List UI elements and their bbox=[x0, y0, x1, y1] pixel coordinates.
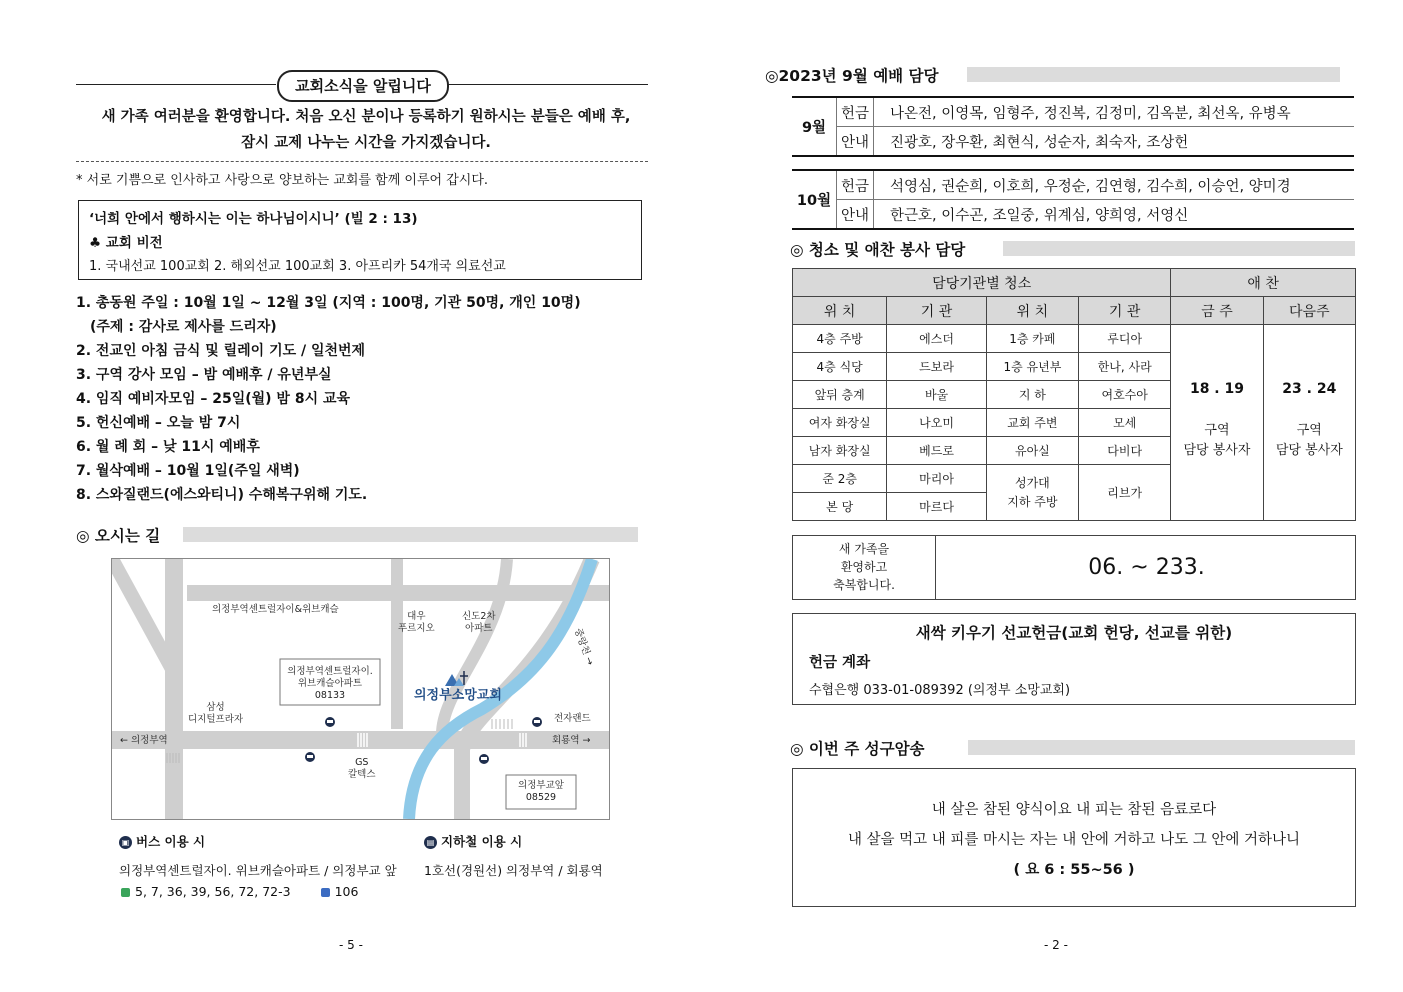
cell: 드보라 bbox=[887, 353, 986, 381]
vision-verse: ‘너희 안에서 행하시는 이는 하나님이시니’ (빌 2 : 13) bbox=[89, 211, 418, 227]
mission-title: 새싹 키우기 선교헌금(교회 헌당, 선교를 위한) bbox=[915, 624, 1233, 642]
mission-offering-box bbox=[792, 613, 1356, 705]
map-label-gs-caltex: GS 칼텍스 bbox=[348, 757, 376, 780]
meal-this-week-number: 18 . 19 bbox=[1189, 381, 1244, 397]
col-header: 금 주 bbox=[1171, 297, 1263, 325]
verse-reference: ( 요 6 : 55~56 ) bbox=[1013, 862, 1135, 878]
page-number-left: - 5 - bbox=[339, 938, 363, 952]
col-header: 위 치 bbox=[986, 297, 1078, 325]
announcement-item: 7. 월삭예배 – 10월 1일(주일 새벽) bbox=[76, 463, 300, 479]
map-label-stream: 중랑천 → bbox=[571, 626, 596, 667]
directions-title-bar bbox=[183, 527, 638, 542]
account-label: 헌금 계좌 bbox=[809, 655, 871, 671]
cell: 앞뒤 층계 bbox=[793, 381, 887, 409]
verse-line-1: 내 살은 참된 양식이요 내 피는 참된 음료로다 bbox=[931, 802, 1217, 818]
cell: 마르다 bbox=[887, 493, 986, 521]
meal-next-week bbox=[1263, 325, 1355, 521]
cell: 1층 카페 bbox=[986, 325, 1078, 353]
cell-merged-location: 성가대 지하 주방 bbox=[986, 465, 1078, 521]
map-label-uijeongbu-station: ← 의정부역 bbox=[120, 735, 168, 746]
meal-next-week-number: 23 . 24 bbox=[1282, 381, 1337, 397]
cell: 모세 bbox=[1079, 409, 1171, 437]
guide-label: 안내 bbox=[837, 127, 874, 157]
cell: 바울 bbox=[887, 381, 986, 409]
cleaning-title-bar bbox=[1003, 241, 1355, 256]
map-label-electroland: 전자랜드 bbox=[554, 713, 591, 724]
map-label-daewoo: 대우 푸르지오 bbox=[398, 611, 435, 634]
header-cleaning: 담당기관별 청소 bbox=[793, 269, 1171, 297]
meal-this-week bbox=[1171, 325, 1263, 521]
page-number-right: - 2 - bbox=[1044, 938, 1068, 952]
subway-icon: ▤ bbox=[424, 836, 437, 849]
offering-names: 석영심, 권순희, 이호희, 우정순, 김연형, 김수희, 이승언, 양미경 bbox=[874, 170, 1355, 200]
table-row bbox=[793, 325, 1356, 353]
verse-title-bar bbox=[968, 740, 1355, 755]
meal-next-week-text: 구역 담당 봉사자 bbox=[1275, 423, 1343, 458]
verse-box bbox=[792, 768, 1356, 907]
worship-title: ◎2023년 9월 예배 담당 bbox=[765, 67, 939, 85]
cell: 4층 식당 bbox=[793, 353, 887, 381]
verse-title: ◎ 이번 주 성구암송 bbox=[790, 740, 925, 758]
vision-box bbox=[78, 200, 642, 280]
header-meal: 애 찬 bbox=[1171, 269, 1356, 297]
meal-this-week-text: 구역 담당 봉사자 bbox=[1183, 423, 1251, 458]
welcome-line-2: 잠시 교제 나누는 시간을 가지겠습니다. bbox=[241, 135, 491, 151]
announcement-item: 4. 임직 예비자모임 – 25일(월) 밤 8시 교육 bbox=[76, 391, 351, 407]
cell: 1층 유년부 bbox=[986, 353, 1078, 381]
map-label-sindo: 신도2차 아파트 bbox=[462, 611, 496, 634]
col-header: 다음주 bbox=[1263, 297, 1355, 325]
map-label-bus-stop-1: 의정부역센트럴자이. 위브캐슬아파트 08133 bbox=[287, 666, 373, 701]
welcome-line-1: 새 가족 여러분을 환영합니다. 처음 오신 분이나 등록하기 원하시는 분들은 예배 후, bbox=[101, 109, 631, 125]
cell: 나오미 bbox=[887, 409, 986, 437]
bus-icon: ▣ bbox=[119, 836, 132, 849]
new-family-label: 새 가족을 환영하고 축복합니다. bbox=[793, 536, 936, 599]
vision-title: ♣ 교회 비전 bbox=[89, 235, 163, 251]
blue-bus-icon bbox=[321, 888, 330, 897]
cell: 다비다 bbox=[1079, 437, 1171, 465]
offering-names: 나온전, 이영목, 임형주, 정진복, 김정미, 김옥분, 최선옥, 유병옥 bbox=[874, 97, 1355, 127]
cell-merged-organization: 리브가 bbox=[1079, 465, 1171, 521]
worship-table-september bbox=[792, 96, 1354, 157]
news-title-rule-left bbox=[76, 84, 276, 85]
announcement-item: 3. 구역 강사 모임 – 밤 예배후 / 유년부실 bbox=[76, 367, 332, 383]
cell: 루디아 bbox=[1079, 325, 1171, 353]
guide-names: 진광호, 장우환, 최현식, 성순자, 최숙자, 조상헌 bbox=[874, 127, 1355, 157]
new-family-value: 06. ~ 233. bbox=[1088, 555, 1205, 580]
offering-label: 헌금 bbox=[837, 170, 874, 200]
subway-title: ▤ 지하철 이용 시 bbox=[424, 832, 522, 850]
cell: 여자 화장실 bbox=[793, 409, 887, 437]
cell: 한나, 사라 bbox=[1079, 353, 1171, 381]
guide-names: 한근호, 이수곤, 조일중, 위계심, 양희영, 서영신 bbox=[874, 200, 1355, 230]
cleaning-title: ◎ 청소 및 애찬 봉사 담당 bbox=[790, 241, 966, 259]
col-header: 기 관 bbox=[1079, 297, 1171, 325]
cell: 에스더 bbox=[887, 325, 986, 353]
new-family-box bbox=[792, 535, 1356, 600]
cell: 준 2층 bbox=[793, 465, 887, 493]
greeting-note: * 서로 기쁨으로 인사하고 사랑으로 양보하는 교회를 함께 이루어 갑시다. bbox=[76, 173, 489, 188]
bus-stop-text: 의정부역센트럴자이. 위브캐슬아파트 / 의정부교 앞 bbox=[119, 863, 397, 878]
offering-label: 헌금 bbox=[837, 97, 874, 127]
announcement-item: (주제 : 감사로 제사를 드리자) bbox=[90, 319, 277, 335]
directions-map bbox=[111, 558, 610, 820]
worship-table-october bbox=[792, 169, 1354, 230]
announcement-item: 6. 월 례 회 – 낮 11시 예배후 bbox=[76, 439, 260, 455]
cleaning-table bbox=[792, 268, 1356, 521]
cell: 교회 주변 bbox=[986, 409, 1078, 437]
bus-title: ▣ 버스 이용 시 bbox=[119, 832, 205, 850]
cell: 베드로 bbox=[887, 437, 986, 465]
worship-title-bar bbox=[967, 67, 1340, 82]
guide-label: 안내 bbox=[837, 200, 874, 230]
dashed-divider bbox=[76, 161, 648, 162]
green-bus-icon bbox=[121, 888, 130, 897]
vision-text: 1. 국내선교 100교회 2. 해외선교 100교회 3. 아프리카 54개국 의료선교 bbox=[89, 259, 506, 274]
announcement-item: 5. 헌신예배 – 오늘 밤 7시 bbox=[76, 415, 241, 431]
announcement-item: 1. 총동원 주일 : 10월 1일 ~ 12월 3일 (지역 : 100명, 기관 50명, 개인 10명) bbox=[76, 295, 581, 311]
bus-routes: 5, 7, 36, 39, 56, 72, 72-3 106 bbox=[121, 884, 358, 899]
cell: 여호수아 bbox=[1079, 381, 1171, 409]
month-label: 10월 bbox=[792, 170, 837, 229]
map-label-hoeryong-station: 회룡역 → bbox=[552, 735, 591, 746]
map-label-church: 의정부소망교회 bbox=[414, 688, 502, 703]
announcement-item: 2. 전교인 아침 금식 및 릴레이 기도 / 일천번제 bbox=[76, 343, 366, 359]
cell: 본 당 bbox=[793, 493, 887, 521]
account-number: 수협은행 033-01-089392 (의정부 소망교회) bbox=[809, 683, 1071, 698]
map-label-bus-stop-2: 의정부교앞 08529 bbox=[518, 780, 564, 803]
news-title: 교회소식을 알립니다 bbox=[277, 70, 449, 102]
cell: 유아실 bbox=[986, 437, 1078, 465]
month-label: 9월 bbox=[792, 97, 837, 156]
subway-line: 1호선(경원선) 의정부역 / 회룡역 bbox=[424, 863, 603, 878]
col-header: 위 치 bbox=[793, 297, 887, 325]
map-label-apartment-complex: 의정부역센트럴자이&위브캐슬 bbox=[212, 604, 339, 615]
verse-line-2: 내 살을 먹고 내 피를 마시는 자는 내 안에 거하고 나도 그 안에 거하나니 bbox=[847, 832, 1301, 848]
map-label-samsung: 삼성 디지털프라자 bbox=[188, 702, 244, 725]
cell: 마리아 bbox=[887, 465, 986, 493]
announcement-list bbox=[76, 291, 581, 507]
cell: 4층 주방 bbox=[793, 325, 887, 353]
cell: 남자 화장실 bbox=[793, 437, 887, 465]
cell: 지 하 bbox=[986, 381, 1078, 409]
news-title-rule-right bbox=[446, 84, 648, 85]
announcement-item: 8. 스와질랜드(에스와티니) 수해복구위해 기도. bbox=[76, 487, 368, 503]
directions-title: ◎ 오시는 길 bbox=[76, 527, 161, 545]
col-header: 기 관 bbox=[887, 297, 986, 325]
